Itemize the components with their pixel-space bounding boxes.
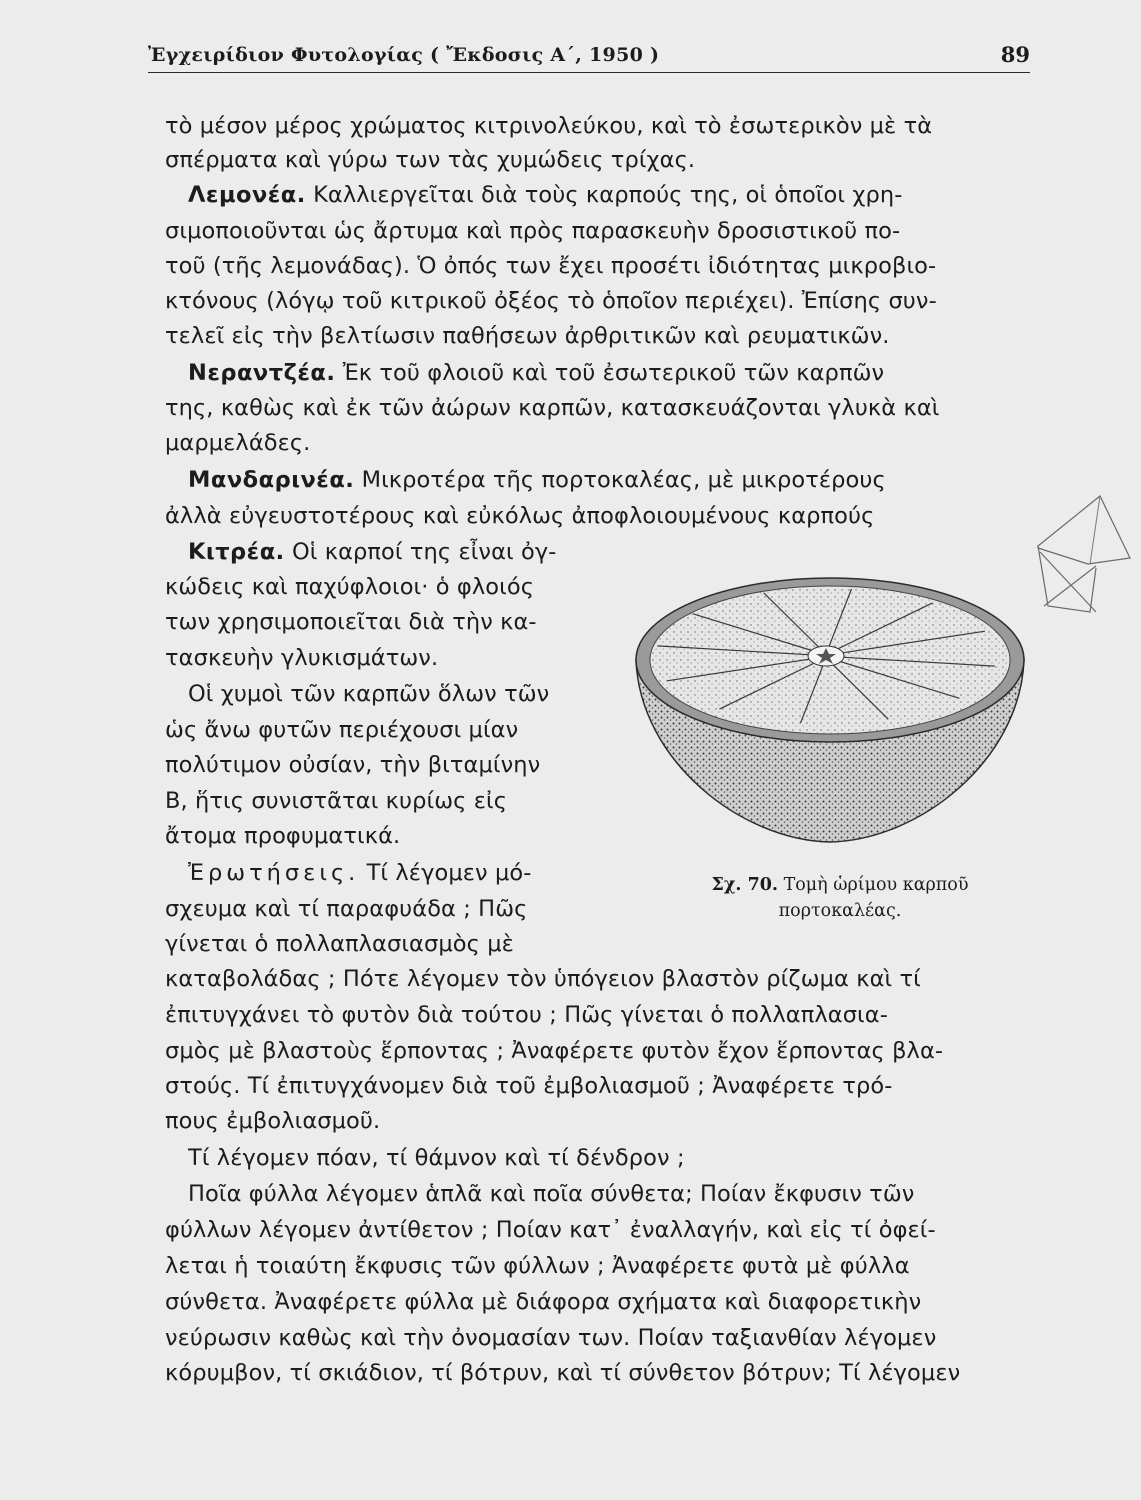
figure-caption: Σχ. 70. Τομὴ ὡρίμου καρποῦ πορτοκαλέας. (711, 875, 969, 921)
body-line: Οἱ χυμοὶ τῶν καρπῶν ὅλων τῶν (188, 681, 550, 707)
body-line: ὡς ἄνω φυτῶν περιέχουσι μίαν (165, 717, 519, 743)
body-line: σχευμα καὶ τί παραφυάδα ; Πῶς (165, 896, 528, 922)
page-number: 89 (1000, 42, 1030, 67)
running-header (148, 42, 1030, 73)
orange-cross-section-illustration (630, 560, 1030, 860)
body-line: Μανδαρινέα. Μικροτέρα τῆς πορτοκαλέας, μὲ μικροτέρους (188, 467, 886, 493)
body-line: ἀλλὰ εὐγευστοτέρους καὶ εὐκόλως ἀποφλοιουμένους καρπούς (165, 503, 875, 529)
body-line: τὸ μέσον μέρος χρώματος κιτρινολεύκου, καὶ τὸ ἐσωτερικὸν μὲ τὰ (165, 113, 933, 139)
body-line: σμὸς μὲ βλαστοὺς ἕρποντας ; Ἀναφέρετε φυτὸν ἔχον ἕρποντας βλα- (165, 1038, 944, 1064)
body-line: μαρμελάδες. (165, 430, 311, 456)
figure-number: Σχ. 70. (711, 875, 779, 895)
body-line: των χρησιμοποιεῖται διὰ τὴν κα- (165, 609, 537, 635)
entry-heading-mandarinea: Μανδαρινέα. (188, 467, 355, 493)
entry-heading-nerantzea: Νεραντζέα. (188, 360, 336, 386)
entry-heading-lemonea: Λεμονέα. (188, 182, 306, 208)
body-line: σύνθετα. Ἀναφέρετε φύλλα μὲ διάφορα σχήματα καὶ διαφορετικὴν (165, 1289, 922, 1315)
body-line: κώδεις καὶ παχύφλοιοι· ὁ φλοιός (165, 574, 534, 600)
body-line: Νεραντζέα. Ἐκ τοῦ φλοιοῦ καὶ τοῦ ἐσωτερικοῦ τῶν καρπῶν (188, 360, 885, 386)
body-line: καταβολάδας ; Πότε λέγομεν τὸν ὑπόγειον βλαστὸν ρίζωμα καὶ τί (165, 966, 921, 992)
body-line: φύλλων λέγομεν ἀντίθετον ; Ποίαν κατ᾽ ἐναλλαγήν, καὶ εἰς τί ὀφεί- (165, 1217, 936, 1243)
body-line: σπέρματα καὶ γύρω των τὰς χυμώδεις τρίχας. (165, 147, 696, 173)
body-line: νεύρωσιν καθὼς καὶ τὴν ὀνομασίαν των. Ποίαν ταξιανθίαν λέγομεν (165, 1325, 937, 1351)
body-line: τοῦ (τῆς λεμονάδας). Ὁ ὀπός των ἔχει προσέτι ἰδιότητας μικροβιο- (165, 253, 937, 279)
body-line: πολύτιμον οὐσίαν, τὴν βιταμίνην (165, 752, 541, 778)
running-title: Ἐγχειρίδιον Φυτολογίας ( Ἔκδοσις Α΄, 1950 ) (148, 44, 660, 66)
body-line: γίνεται ὁ πολλαπλασιασμὸς μὲ (165, 931, 514, 957)
entry-heading-kitrea: Κιτρέα. (188, 539, 285, 565)
body-line: Κιτρέα. Οἱ καρποί της εἶναι ὀγ- (188, 539, 557, 565)
body-line: λεται ἡ τοιαύτη ἔκφυσις τῶν φύλλων ; Ἀναφέρετε φυτὰ μὲ φύλλα (165, 1253, 910, 1279)
body-line: Ἐρωτήσεις. Τί λέγομεν μό- (188, 860, 532, 886)
body-line: τελεῖ εἰς τὴν βελτίωσιν παθήσεων ἀρθριτικῶν καὶ ρευματικῶν. (165, 323, 890, 349)
body-line: σιμοποιοῦνται ὡς ἄρτυμα καὶ πρὸς παρασκευὴν δροσιστικοῦ πο- (165, 218, 901, 244)
body-line: Λεμονέα. Καλλιεργεῖται διὰ τοὺς καρπούς της, οἱ ὁποῖοι χρη- (188, 182, 903, 208)
body-line: ἄτομα προφυματικά. (165, 823, 401, 849)
body-line: της, καθὼς καὶ ἐκ τῶν ἀώρων καρπῶν, κατασκευάζονται γλυκὰ καὶ (165, 395, 940, 421)
body-line: ἐπιτυγχάνει τὸ φυτὸν διὰ τούτου ; Πῶς γίνεται ὁ πολλαπλασια- (165, 1002, 888, 1028)
body-line: κόρυμβον, τί σκιάδιον, τί βότρυν, καὶ τί σύνθετον βότρυν; Τί λέγομεν (165, 1360, 961, 1386)
body-line: κτόνους (λόγῳ τοῦ κιτρικοῦ ὀξέος τὸ ὁποῖον περιέχει). Ἐπίσης συν- (165, 288, 937, 314)
body-line: πους ἐμβολιασμοῦ. (165, 1108, 381, 1134)
body-line: Τί λέγομεν πόαν, τί θάμνον καὶ τί δένδρον ; (188, 1145, 685, 1171)
body-line: Β, ἥτις συνιστᾶται κυρίως εἰς (165, 788, 508, 814)
body-line: τασκευὴν γλυκισμάτων. (165, 645, 439, 671)
questions-heading: Ἐρωτήσεις. (188, 860, 360, 886)
body-line: Ποῖα φύλλα λέγομεν ἁπλᾶ καὶ ποῖα σύνθετα; Ποίαν ἔκφυσιν τῶν (188, 1181, 915, 1207)
body-line: στούς. Τί ἐπιτυγχάνομεν διὰ τοῦ ἐμβολιασμοῦ ; Ἀναφέρετε τρό- (165, 1073, 893, 1099)
pencil-margin-sketch (1030, 488, 1140, 618)
